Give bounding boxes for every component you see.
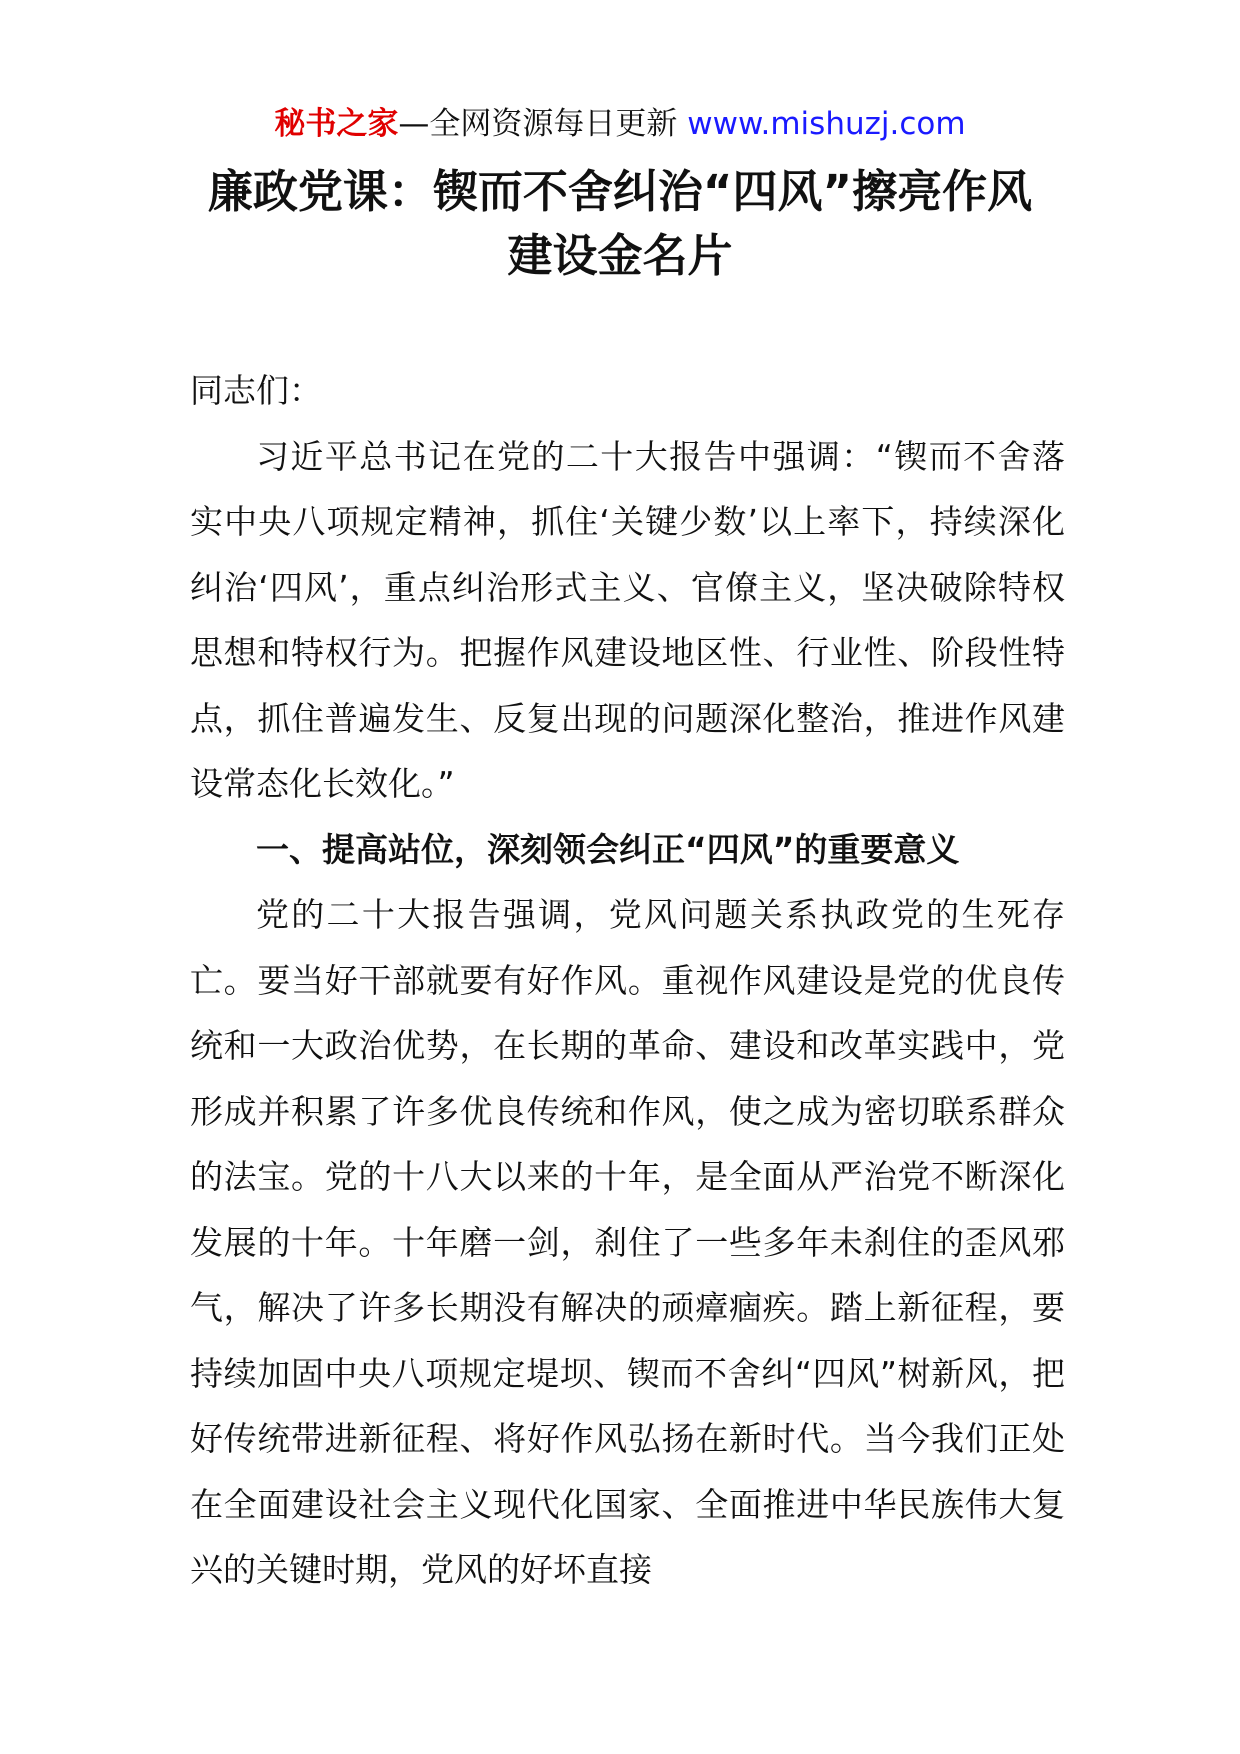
salutation: 同志们： <box>190 371 322 410</box>
brand-name: 秘书之家 <box>274 106 399 142</box>
paragraph-quote: 习近平总书记在党的二十大报告中强调：“锲而不舍落实中央八项规定精神，抓住‘关键少数’以上率下，持续深化纠治‘四风’，重点纠治形式主义、官僚主义，坚决破除特权思想和特权行为。把握作风建设地区性、行业性、阶段性特点，抓住普遍发生、反复出现的问题深化整治，推进作风建设常态化长效化。” <box>190 436 1065 803</box>
site-url-link[interactable]: www.mishuzj.com <box>687 106 966 142</box>
document-title: 廉政党课：锲而不舍纠治“四风”擦亮作风建设金名片 <box>207 165 1033 282</box>
document-body <box>190 358 1065 1603</box>
header-tagline: —全网资源每日更新 <box>398 106 688 142</box>
site-header <box>0 102 1240 146</box>
section-heading: 一、提高站位，深刻领会纠正“四风”的重要意义 <box>256 829 960 869</box>
section-paragraph: 党的二十大报告强调，党风问题关系执政党的生死存亡。要当好干部就要有好作风。重视作风建设是党的优良传统和一大政治优势，在长期的革命、建设和改革实践中，党形成并积累了许多优良传统和作风，使之成为密切联系群众的法宝。党的十八大以来的十年，是全面从严治党不断深化发展的十年。十年磨一剑，刹住了一些多年未刹住的歪风邪气，解决了许多长期没有解决的顽瘴痼疾。踏上新征程，要持续加固中央八项规定堤坝、锲而不舍纠“四风”树新风，把好传统带进新征程、将好作风弘扬在新时代。当今我们正处在全面建设社会主义现代化国家、全面推进中华民族伟大复兴的关键时期，党风的好坏直接 <box>190 895 1065 1589</box>
